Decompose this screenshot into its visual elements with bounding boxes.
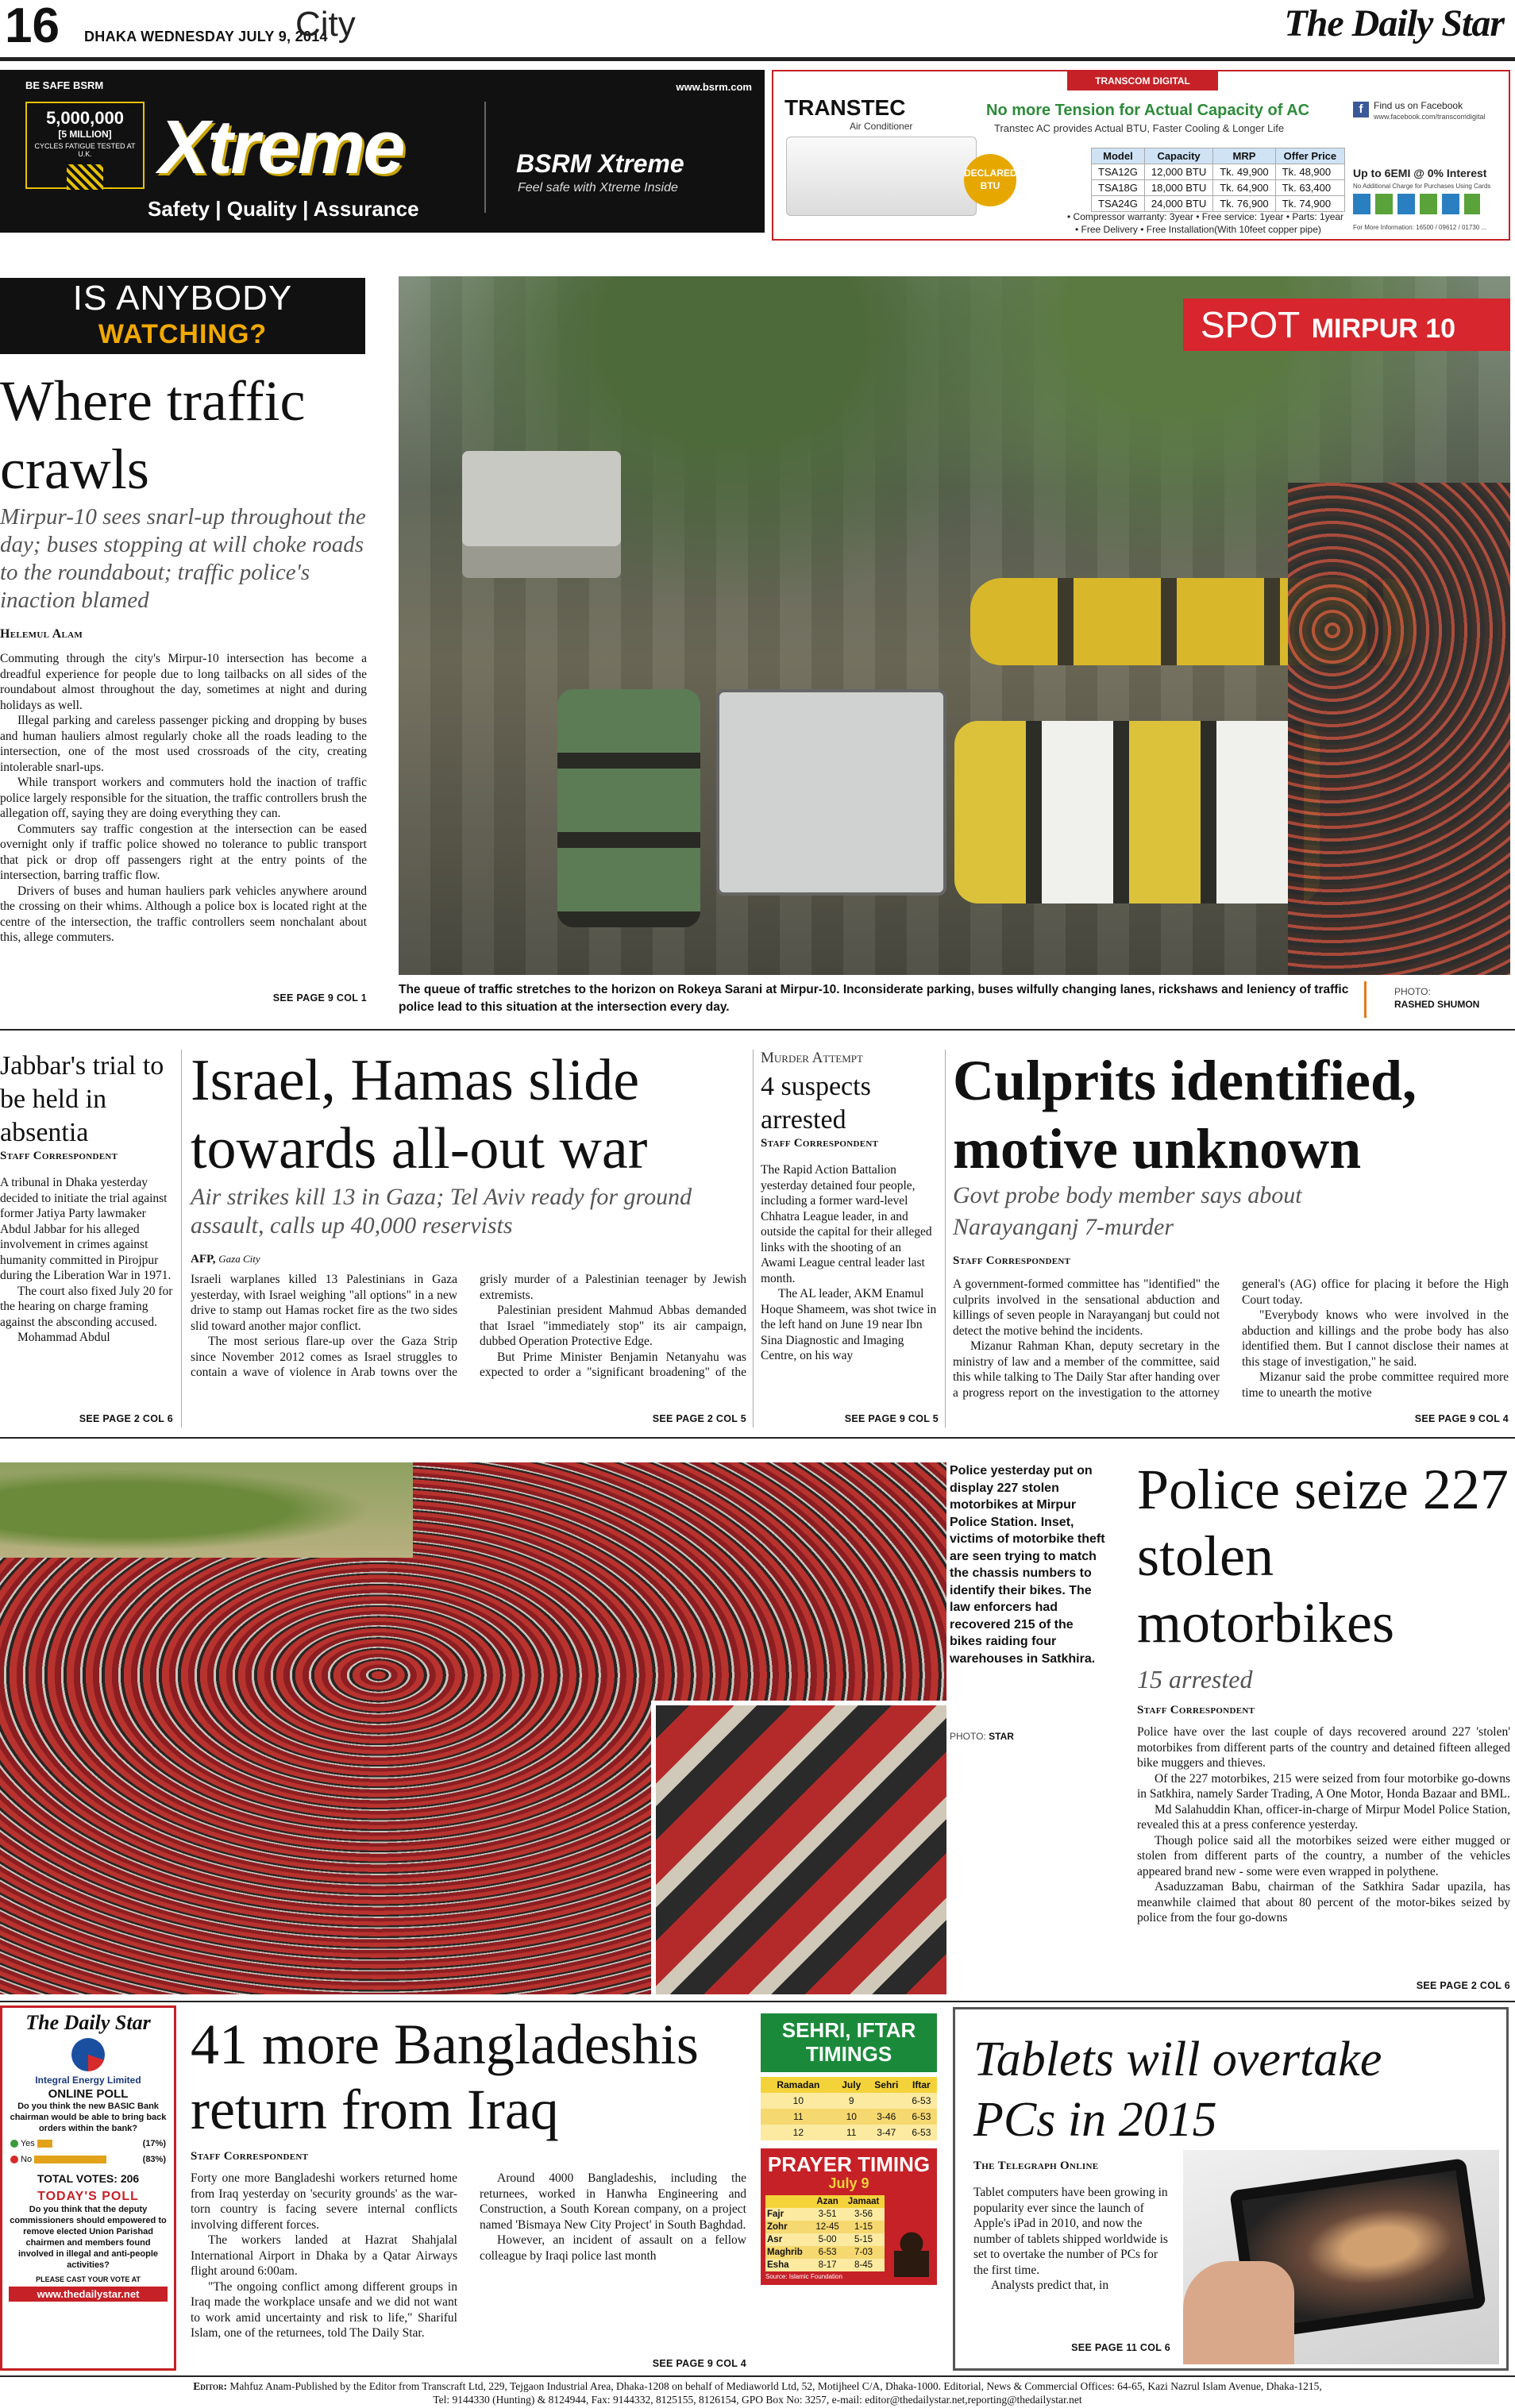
bsrm-logo2-sub: Feel safe with Xtreme Inside: [518, 181, 678, 195]
ac-unit-image: [786, 137, 977, 216]
motorbike-see-more[interactable]: SEE PAGE 2 COL 6: [1416, 1980, 1510, 1991]
today-poll-question: Do you think that the deputy commissioners should empowered to remove elected Union Parishad chairmen and members found involved in illegal and anti-people activities?: [10, 2205, 167, 2270]
cell: Tk. 76,900: [1213, 196, 1275, 212]
footer-line-2: Tel: 9144330 (Hunting) & 8124944, Fax: 9144332, 8125155, 8126154, GPO Box No: 3257, e-mail: editor@thedailystar.net,reporting@thedailystar.net: [433, 2394, 1082, 2406]
timings-box: [761, 2013, 937, 2368]
emi-offer: Up to 6EMI @ 0% Interest: [1353, 167, 1487, 179]
facebook-icon: f: [1353, 102, 1369, 118]
paragraph: Mohammad Abdul: [17, 1331, 110, 1344]
sehri-table: [761, 2077, 937, 2140]
yes-row: [10, 2139, 166, 2153]
tablets-headline: Tablets will overtake PCs in 2015: [973, 2032, 1382, 2147]
cell: 3-56: [854, 2210, 873, 2219]
bsrm-tagline: Safety | Quality | Assurance: [148, 197, 419, 221]
motorbike-photo-caption: Police yesterday put on display 227 stolen motorbikes at Mirpur Police Station. Inset, victims of motorbike theft are seen trying to match the chassis numbers to identify their bikes. The law enforcers had recovered 215 of the bikes raiding four warehouses in Satkhira.: [950, 1464, 1105, 1666]
motorbike-photo: [0, 1462, 946, 1994]
info-line: For More Information: 16500 / 09612 / 01730 ...: [1353, 224, 1487, 231]
murder-kicker: Murder Attempt: [761, 1050, 863, 1066]
col-jamaat: Jamaat: [847, 2197, 880, 2206]
paragraph: Illegal parking and careless passenger picking and dropping by buses and human hauliers almost regularly choke all the roads leading to the intersection, one of the most used crossroads of the city, creating intolerable snarl-ups.: [0, 714, 367, 774]
col-iftar: Iftar: [912, 2079, 931, 2090]
paragraph: Israeli warplanes killed 13 Palestinians in Gaza yesterday, with Israel weighing "all options" in a new drive to stamp out Hamas rocket fire as the two sides slid toward another major conflict.: [191, 1273, 457, 1333]
col-mrp: MRP: [1213, 148, 1275, 164]
murder-headline: 4 suspects arrested: [761, 1072, 871, 1135]
paragraph: Commuters say traffic congestion at the intersection can be eased overnight only if traffic police showed no tolerance to public transport that pick or drop off passengers right at the entry points of the intersection, barring traffic flow.: [0, 822, 367, 882]
footer-rule: [0, 2375, 1515, 2377]
paragraph: Palestinian president Mahmud Abbas demanded that Israel "immediately stop" its air campaign, dubbed Operation Protective Edge.: [480, 1304, 746, 1348]
cell: Asr: [767, 2235, 783, 2244]
paragraph: Md Salahuddin Khan, officer-in-charge of Mirpur Model Police Station, revealed this at a press conference yesterday.: [1137, 1802, 1510, 1832]
section-rule-1: [0, 1029, 1515, 1031]
cell: 8-17: [818, 2260, 837, 2270]
cell: 6-53: [912, 2127, 931, 2138]
cell: 12: [792, 2127, 804, 2138]
cell: 5-15: [854, 2235, 873, 2244]
traffic-photo: [399, 276, 1510, 975]
dateline-place: Gaza City: [218, 1253, 260, 1265]
date-line: DHAKA WEDNESDAY JULY 9, 2014: [84, 29, 328, 44]
paragraph: The AL leader, AKM Enamul Hoque Shameem, was shot twice in the left hand on June 19 near Ibn Sina Diagnostic and Imaging Centre, on his way: [761, 1287, 937, 1362]
cell: 6-53: [818, 2248, 837, 2257]
spot-label: SPOT: [1201, 304, 1301, 345]
spot-badge: [1183, 299, 1510, 351]
jabbar-body: [0, 1175, 173, 1405]
col-rule: [945, 1050, 946, 1427]
cell: 10: [846, 2111, 857, 2122]
poll-url[interactable]: www.thedailystar.net: [9, 2287, 168, 2302]
col-capacity: Capacity: [1144, 148, 1212, 164]
bsrm-pattern: [67, 164, 103, 190]
paragraph: Commuting through the city's Mirpur-10 intersection has become a dreadful experience for people due to long tailbacks on all sides of the roundabout almost throughout the day, sometimes at night and during holidays as well.: [0, 652, 367, 712]
cell: 12-45: [815, 2222, 839, 2232]
traffic-deck: Mirpur-10 sees snarl-up throughout the day; buses stopping at will choke roads to the roundabout; traffic police's inaction blamed: [0, 504, 366, 613]
caption-divider: [1364, 981, 1367, 1018]
bsrm-small-logo: BE SAFE BSRM: [25, 79, 104, 91]
sehri-title-2: TIMINGS: [805, 2042, 892, 2066]
cell: 8-45: [854, 2260, 873, 2270]
table-row: [761, 2109, 937, 2125]
table-row: [1092, 196, 1345, 212]
ad-transtec[interactable]: [772, 70, 1510, 241]
paragraph: The Rapid Action Battalion yesterday detained four people, including a former ward-level Chhatra League leader, in and outside the capital for their alleged links with the shooting of an Awami League central leader last month.: [761, 1163, 932, 1285]
transtec-brand: TRANSTEC: [784, 95, 906, 120]
bsrm-divider: [484, 102, 486, 213]
bsrm-million: [5 MILLION]: [58, 129, 112, 140]
cell: 11: [793, 2111, 804, 2122]
culprits-headline: Culprits identified, motive unknown: [953, 1049, 1417, 1181]
bsrm-count-box: [25, 102, 145, 189]
mosque-icon: [894, 2229, 929, 2277]
traffic-caption: The queue of traffic stretches to the horizon on Rokeya Sarani at Mirpur-10. Inconsiderate parking, buses wilfully changing lanes, rickshaws and leniency of traffic police lead to this situation at the intersection every day.: [399, 983, 1349, 1014]
paragraph: Though police said all the motorbikes seized were either mugged or stolen from different parts of the country, a number of the vehicles appeared brand new - some were even wrapped in polythene.: [1137, 1833, 1510, 1878]
transtec-brand-sub: Air Conditioner: [850, 121, 913, 132]
paragraph: But Prime Minister Benjamin Netanyahu was expected to order a "significant broadening" of the: [480, 1350, 746, 1379]
poll-question: Do you think the new BASIC Bank chairman would be able to bring back orders within the bank?: [10, 2102, 167, 2133]
iraq-body: [191, 2148, 746, 2355]
col-ramadan: Ramadan: [777, 2079, 820, 2090]
sehri-title-1: SEHRI, IFTAR: [781, 2018, 916, 2042]
transtec-sub: Transtec AC provides Actual BTU, Faster Cooling & Longer Life: [994, 122, 1285, 134]
table-row: [765, 2246, 885, 2259]
cng-shape: [557, 689, 700, 927]
paragraph: "Everybody knows who were involved in the abduction and killings and the probe body has also identified them. But I cannot disclose their names at this stage of investigation," he said.: [1242, 1308, 1509, 1369]
bsrm-fatigue: CYCLES FATIGUE TESTED AT U.K.: [34, 142, 136, 158]
cell: TSA24G: [1092, 196, 1145, 212]
cell: 18,000 BTU: [1144, 180, 1212, 196]
col-sehri: Sehri: [874, 2079, 899, 2090]
tablet-photo: [1183, 2150, 1499, 2364]
paragraph: The workers landed at Hazrat Shahjalal International Airport in Dhaka by a Qatar Airways flight around 6:00am.: [191, 2233, 457, 2278]
cng-shape: [954, 721, 1320, 903]
poll-total: TOTAL VOTES: 206: [37, 2172, 140, 2185]
kicker-box: [0, 278, 365, 354]
motorbike-deck: 15 arrested: [1137, 1665, 1253, 1693]
yes-bar: [37, 2140, 52, 2148]
paragraph: Of the 227 motorbikes, 215 were seized from four motorbike go-downs in Satkhira, namely Sarder Trading, A One Motor, Honda Bazaar and BML.: [1137, 1771, 1510, 1801]
dateline-agency: AFP,: [191, 1253, 216, 1266]
traffic-body: [0, 651, 367, 984]
motorbike-body: [1137, 1724, 1510, 1975]
bsrm-count: 5,000,000: [46, 108, 124, 128]
traffic-see-more[interactable]: SEE PAGE 9 COL 1: [272, 992, 367, 1004]
paragraph: The court also fixed July 20 for the hearing on charge framing against the absconding accused.: [0, 1284, 173, 1329]
cell: Tk. 64,900: [1213, 180, 1275, 196]
cell: 3-46: [877, 2111, 896, 2122]
col-offer: Offer Price: [1275, 148, 1344, 164]
cell: Tk. 49,900: [1213, 164, 1275, 180]
paragraph: "The ongoing conflict among different groups in Iraq made the workplace unsafe and we did not want to work amid uncertainty and risk to life," Shariful Islam, one of the returnees, told The Daily Star.: [191, 2279, 457, 2340]
sehri-banner: [761, 2013, 937, 2072]
yes-pct: (17%): [142, 2139, 166, 2148]
culprits-see-more[interactable]: SEE PAGE 9 COL 4: [1414, 1413, 1509, 1424]
cell: 3-47: [877, 2127, 896, 2138]
spot-place: MIRPUR 10: [1311, 314, 1456, 344]
iraq-byline: Staff Correspondent: [191, 2150, 309, 2163]
cell: Zohr: [767, 2222, 788, 2232]
cell: Tk. 74,900: [1275, 196, 1344, 212]
transtec-headline: No more Tension for Actual Capacity of AC: [986, 102, 1310, 119]
cell: 12,000 BTU: [1144, 164, 1212, 180]
ad-bsrm[interactable]: [0, 70, 765, 233]
prayer-date: July 9: [828, 2175, 869, 2191]
paragraph: Around 4000 Bangladeshis, including the returnees, worked in Hanwha Engineering and Construction, a South Korean company, on a project named 'Bismaya New City Project' in South Baghdad.: [480, 2171, 746, 2232]
col-blank: [765, 2195, 812, 2208]
emi-note: No Additional Charge for Purchases Using Cards: [1353, 183, 1491, 190]
cell: Tk. 48,900: [1275, 164, 1344, 180]
today-poll-title: TODAY'S POLL: [37, 2190, 139, 2203]
photo-credit: STAR: [989, 1731, 1014, 1742]
poll-paper-logo: The Daily Star: [25, 2011, 151, 2034]
bus-shape: [716, 689, 946, 896]
traffic-headline: Where traffic crawls: [0, 369, 306, 501]
murder-see-more[interactable]: SEE PAGE 9 COL 5: [844, 1413, 939, 1424]
col-model: Model: [1092, 148, 1145, 164]
transtec-price-table: [1091, 148, 1345, 212]
culprits-byline: Staff Correspondent: [953, 1254, 1071, 1267]
jabbar-byline: Staff Correspondent: [0, 1150, 118, 1162]
iraq-headline: 41 more Bangladeshis return from Iraq: [191, 2013, 699, 2141]
tablets-byline: The Telegraph Online: [973, 2159, 1099, 2172]
cell: [867, 2093, 906, 2109]
traffic-photo-credit: RASHED SHUMON: [1394, 999, 1480, 1010]
poll-bars: [10, 2139, 166, 2171]
bsrm-xtreme-logo: Xtreme: [159, 105, 403, 190]
tree-shape: [0, 1462, 413, 1558]
paragraph: Mizanur said the probe committee required more time to unearth the motive: [1242, 1370, 1509, 1400]
paragraph: Mizanur Rahman Khan, deputy secretary in the ministry of law and a member of the committee, said this while talking to The Daily Star after handing over a progress report on the investigation to the attorney general's (AG) office for placing it before the High Court today.: [953, 1277, 1509, 1400]
photo-label: PHOTO:: [950, 1731, 986, 1742]
declared-btu-badge: DECLARED BTU: [964, 154, 1016, 206]
cell: 6-53: [912, 2111, 931, 2122]
cell: Esha: [767, 2260, 789, 2270]
bsrm-logo2: BSRM Xtreme: [516, 149, 684, 178]
paragraph: While transport workers and commuters hold the inaction of traffic police largely responsible for the situation, the traffic controllers brush the allegation off, saying they are doing everything they can.: [0, 776, 367, 820]
cell: Fajr: [767, 2210, 784, 2219]
cell: 10: [792, 2095, 804, 2106]
col-rule: [753, 1050, 754, 1427]
footer-line-1: [0, 2380, 1515, 2393]
cell: Tk. 63,400: [1275, 180, 1344, 196]
culprits-deck: Govt probe body member says about Narayanganj 7-murder: [953, 1182, 1302, 1240]
paper-logo: The Daily Star: [1284, 2, 1504, 44]
jabbar-headline: Jabbar's trial to be held in absentia: [0, 1051, 164, 1147]
table-row: [765, 2208, 885, 2221]
table-row: [765, 2259, 885, 2271]
prayer-table: [765, 2195, 885, 2271]
tablets-body: [973, 2185, 1170, 2341]
facebook-url: www.facebook.com/transcomdigital: [1374, 113, 1486, 121]
paragraph: Forty one more Bangladeshi workers returned home from Iraq yesterday on 'security grounds' as the war-torn country is facing severe internal conflicts involving different forces.: [191, 2171, 457, 2232]
bsrm-url: www.bsrm.com: [676, 81, 752, 93]
no-label: No: [21, 2155, 33, 2164]
paragraph: Analysts predict that, in: [991, 2279, 1109, 2292]
murder-byline: Staff Correspondent: [761, 1137, 879, 1150]
crowd-shape: [1288, 483, 1510, 975]
israel-body: [191, 1272, 746, 1408]
cell: 5-00: [818, 2235, 837, 2244]
murder-body: [761, 1162, 939, 1407]
poll-box: [0, 2005, 176, 2371]
section-rule-2: [0, 1437, 1515, 1439]
masthead-rule: [0, 57, 1515, 61]
motorbike-byline: Staff Correspondent: [1137, 1704, 1255, 1716]
kicker-top: IS ANYBODY: [72, 279, 293, 318]
cell: 7-03: [854, 2248, 873, 2257]
section-name: City: [295, 5, 356, 44]
poll-sponsor-logo: [71, 2038, 105, 2071]
paragraph: Asaduzzaman Babu, chairman of the Satkhira Sadar upazila, has meanwhile claimed that about 80 percent of the motor-bikes seized by police from the four go-downs: [1137, 1880, 1510, 1924]
motorbike-photo-label: [950, 1731, 1014, 1742]
culprits-body: [953, 1251, 1509, 1410]
warranty-line-2: • Free Delivery • Free Installation(With 10feet copper pipe): [1075, 224, 1321, 235]
table-row: [765, 2233, 885, 2246]
poll-sponsor: Integral Energy Limited: [35, 2075, 141, 2086]
footer-editor-label: Editor:: [193, 2380, 228, 2392]
poll-title: ONLINE POLL: [48, 2087, 129, 2101]
cell: 9: [848, 2095, 854, 2106]
cell: 11: [846, 2127, 857, 2138]
kicker-bottom: WATCHING?: [98, 319, 268, 349]
yes-label: Yes: [20, 2139, 35, 2148]
paragraph: The most serious flare-up over the Gaza Strip since November 2012 comes as Israel struggles to contain a wave of violence in Arab towns over the grisly murder of a Palestinian teenager by Jewish extremists.: [191, 1273, 746, 1379]
paragraph: Tablet computers have been growing in popularity ever since the launch of Apple's iPad in 2010, and now the number of tablets shipped worldwide is set to overtake the number of PCs for the first time.: [973, 2186, 1168, 2277]
table-row: [765, 2221, 885, 2233]
israel-headline: Israel, Hamas slide towards all-out war: [191, 1048, 648, 1181]
page-number: 16: [5, 0, 60, 53]
yes-dot-icon: [10, 2140, 18, 2148]
no-bar: [34, 2156, 106, 2163]
israel-see-more[interactable]: SEE PAGE 2 COL 5: [652, 1413, 746, 1424]
cell: 1-15: [854, 2222, 873, 2232]
israel-dateline: [191, 1253, 260, 1266]
paragraph: Drivers of buses and human hauliers park vehicles anywhere around the crossing on their whims. Although a police box is located right at the centre of the intersection, the traffic controllers seem nonchalant about this, allege commuters.: [0, 884, 367, 944]
section-rule-3: [0, 2001, 1515, 2002]
cell: TSA18G: [1092, 180, 1145, 196]
no-pct: (83%): [142, 2155, 166, 2164]
paragraph: However, an incident of assault on a fellow colleague by Iraqi police last month: [480, 2233, 746, 2263]
paragraph: A government-formed committee has "identified" the culprits involved in the sensational abduction and killings of seven people in Narayanganj but could not detect the motive behind the incidents.: [953, 1277, 1220, 1338]
warranty-line-1: • Compressor warranty: 3year • Free service: 1year • Parts: 1year: [1067, 211, 1344, 222]
table-row: [1092, 164, 1345, 180]
traffic-photo-label: PHOTO:: [1394, 986, 1431, 997]
paragraph: A tribunal in Dhaka yesterday decided to initiate the trial against former Jatiya Party lawmaker Abdul Jabbar for his alleged involvement in crimes against humanity committed in Pirojpur during the Liberation War in 1971.: [0, 1176, 172, 1282]
table-row: [761, 2093, 937, 2109]
cell: Maghrib: [767, 2248, 803, 2257]
tablets-see-more[interactable]: SEE PAGE 11 COL 6: [1071, 2342, 1170, 2353]
facebook-label: Find us on Facebook: [1374, 100, 1463, 111]
prayer-source: Source: Islamic Foundation: [765, 2273, 842, 2280]
cast-vote: PLEASE CAST YOUR VOTE AT: [36, 2275, 141, 2283]
prayer-title: PRAYER TIMING: [767, 2152, 931, 2176]
inset-photo: [651, 1701, 946, 1994]
col-rule: [181, 1050, 182, 1427]
iraq-see-more[interactable]: SEE PAGE 9 COL 4: [652, 2358, 746, 2369]
bus-shape: [462, 451, 621, 546]
no-row: [10, 2155, 166, 2169]
bank-logos: [1353, 194, 1480, 214]
jabbar-see-more[interactable]: SEE PAGE 2 COL 6: [79, 1413, 173, 1424]
israel-deck: Air strikes kill 13 in Gaza; Tel Aviv ready for ground assault, calls up 40,000 reservists: [191, 1184, 692, 1239]
footer-text-1: Mahfuz Anam-Published by the Editor from Transcraft Ltd, 229, Tejgaon Industrial Area, Dhaka-1208 on behalf of Mediaworld Ltd, 52, Motijheel C/A, Dhaka-1000. Editorial, News & Commercial Offices: 64-65, Kazi Nazrul Islam Avenue, Dhaka-1215,: [229, 2380, 1322, 2392]
no-dot-icon: [10, 2156, 18, 2163]
prayer-box: [761, 2148, 937, 2195]
hand-shape: [1183, 2261, 1294, 2364]
table-row: [761, 2125, 937, 2140]
cell: TSA12G: [1092, 164, 1145, 180]
paragraph: Police have over the last couple of days recovered around 227 'stolen' motorbikes from different parts of the country and detained fifteen alleged bike muggers and thieves.: [1137, 1725, 1510, 1770]
col-azan: Azan: [816, 2197, 838, 2206]
traffic-byline: Helemul Alam: [0, 627, 83, 641]
cell: 24,000 BTU: [1144, 196, 1212, 212]
table-row: [1092, 180, 1345, 196]
col-july: July: [842, 2079, 862, 2090]
motorbike-headline: Police seize 227 stolen motorbikes: [1137, 1458, 1509, 1655]
cell: 3-51: [818, 2210, 837, 2219]
cell: 6-53: [912, 2095, 931, 2106]
transcom-banner: TRANSCOM DIGITAL: [1067, 71, 1218, 91]
